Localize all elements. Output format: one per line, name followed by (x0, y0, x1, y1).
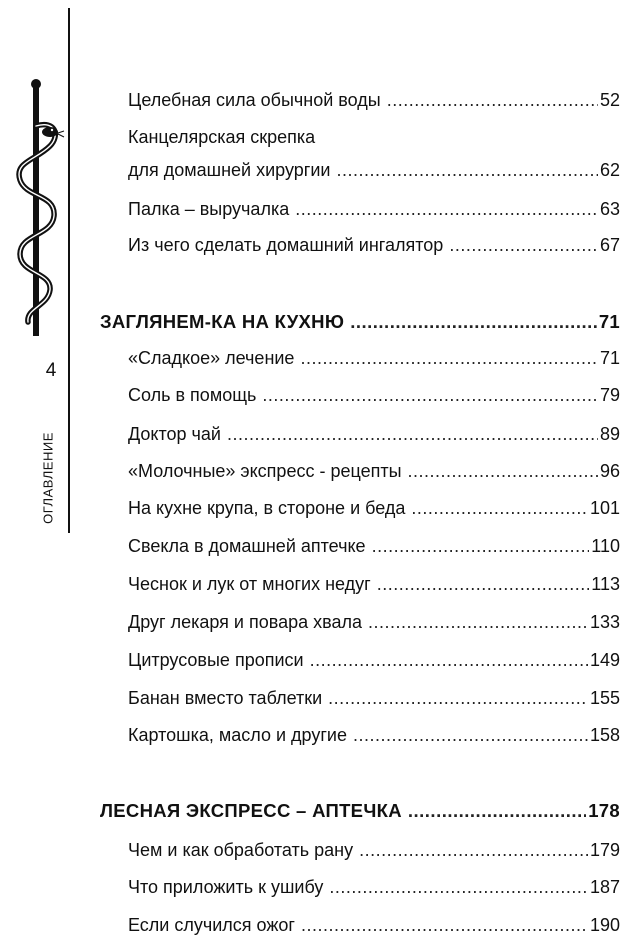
dot-leader (262, 383, 598, 407)
entry-title: Палка – выручалка (128, 199, 290, 219)
entry-page: 149 (589, 650, 620, 670)
toc-section-heading (100, 799, 620, 823)
entry-page: 113 (591, 574, 620, 594)
heading-title: ЗАГЛЯНЕМ-КА НА КУХНЮ (100, 311, 345, 332)
dot-leader (368, 610, 588, 634)
dot-leader (329, 875, 588, 899)
entry-title: Картошка, масло и другие (128, 725, 347, 745)
heading-title: ЛЕСНАЯ ЭКСПРЕСС – АПТЕЧКА (100, 800, 402, 821)
dot-leader (387, 88, 598, 112)
entry-title: «Сладкое» лечение (128, 348, 295, 368)
entry-page: 187 (589, 877, 620, 897)
entry-title: Чем и как обработать рану (128, 840, 354, 860)
entry-title: Что приложить к ушибу (128, 877, 324, 897)
toc-entry (128, 158, 620, 182)
toc-entry (128, 383, 620, 407)
dot-leader (310, 648, 588, 672)
entry-title: На кухне крупа, в стороне и беда (128, 498, 406, 518)
entry-page: 67 (599, 235, 620, 255)
dot-leader (372, 534, 590, 558)
toc-entry (128, 723, 620, 747)
section-name: ОГЛАВЛЕНИЕ (40, 432, 56, 524)
toc-entry (128, 88, 620, 112)
dot-leader (227, 422, 598, 446)
entry-title: Друг лекаря и повара хвала (128, 612, 363, 632)
heading-page: 178 (588, 800, 620, 821)
dot-leader (350, 310, 597, 334)
toc-entry (128, 572, 620, 596)
entry-title: Цитрусовые прописи (128, 650, 304, 670)
entry-title: Из чего сделать домашний ингалятор (128, 235, 444, 255)
dot-leader (449, 233, 598, 257)
entry-page: 71 (599, 348, 620, 368)
entry-page: 101 (589, 498, 620, 518)
toc-entry (128, 875, 620, 899)
dot-leader (408, 459, 598, 483)
dot-leader (295, 197, 598, 221)
toc-entry (128, 838, 620, 862)
toc-entry (128, 534, 620, 558)
entry-title: Доктор чай (128, 424, 221, 444)
toc-entry (128, 197, 620, 221)
toc-entry (128, 648, 620, 672)
dot-leader (336, 158, 598, 182)
entry-page: 179 (589, 840, 620, 860)
toc-entry (128, 610, 620, 634)
entry-page: 190 (589, 915, 620, 935)
toc-entry (128, 346, 620, 370)
entry-title: Соль в помощь (128, 385, 257, 405)
dot-leader (359, 838, 588, 862)
page-number: 4 (45, 360, 57, 381)
entry-page: 158 (589, 725, 620, 745)
toc-entry (128, 496, 620, 520)
toc-entry (128, 686, 620, 710)
toc-entry (128, 913, 620, 937)
entry-page: 62 (599, 160, 620, 180)
entry-page: 133 (589, 612, 620, 632)
dot-leader (377, 572, 590, 596)
entry-page: 79 (599, 385, 620, 405)
entry-title: Чеснок и лук от многих недуг (128, 574, 371, 594)
entry-page: 155 (589, 688, 620, 708)
dot-leader (300, 346, 598, 370)
entry-page: 63 (599, 199, 620, 219)
dot-leader (408, 799, 586, 823)
entry-page: 96 (599, 461, 620, 481)
entry-title: Банан вместо таблетки (128, 688, 323, 708)
entry-title: «Молочные» экспресс - рецепты (128, 461, 402, 481)
entry-title: Целебная сила обычной воды (128, 90, 381, 110)
dot-leader (411, 496, 588, 520)
entry-page: 52 (599, 90, 620, 110)
entry-title: Свекла в домашней аптечке (128, 536, 366, 556)
entry-title: Если случился ожог (128, 915, 295, 935)
toc-section-heading (100, 310, 620, 334)
toc-entry (128, 422, 620, 446)
toc-entry (128, 233, 620, 257)
dot-leader (328, 686, 588, 710)
heading-page: 71 (598, 311, 620, 332)
entry-page: 110 (591, 536, 620, 556)
entry-title-line: Канцелярская скрепка (128, 127, 316, 147)
dot-leader (301, 913, 588, 937)
dot-leader (353, 723, 588, 747)
entry-page: 89 (599, 424, 620, 444)
toc-entry (128, 459, 620, 483)
entry-title: для домашней хирургии (128, 160, 331, 180)
